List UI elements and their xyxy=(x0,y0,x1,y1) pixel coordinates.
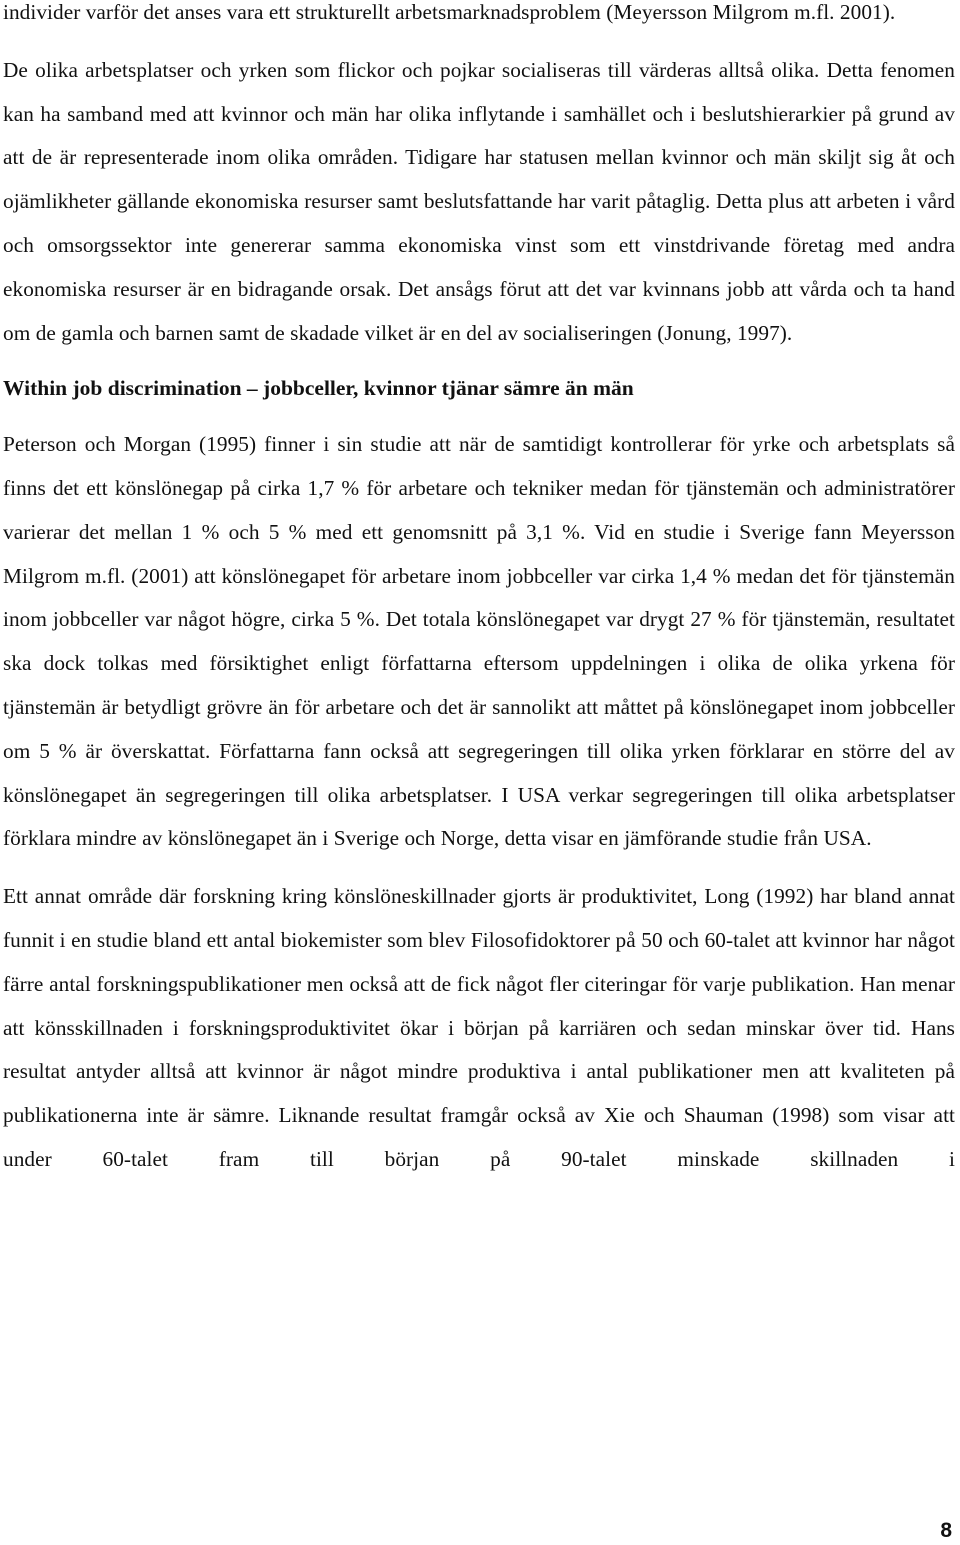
paragraph-spacer xyxy=(3,861,955,875)
paragraph-productivity: Ett annat område där forskning kring könslöneskillnader gjorts är produktivitet, Long (1992) har bland annat funnit i en studie bland ett antal biokemister som blev Filosofidoktorer på 50 och 60-talet att kvinnor har något färre antal forskningspublikationer men också att de fick något fler citeringar för varje publikation. Han menar att könsskillnaden i forskningsproduktivitet ökar i början på karriären och sedan minskar över tid. Hans resultat antyder alltså att kvinnor är något mindre produktiva i antal publikationer men att kvaliteten på publikationerna inte är sämre. Liknande resultat framgår också av Xie och Shauman (1998) som visar att under 60-talet fram till början på 90-talet minskade skillnaden i xyxy=(3,884,955,1171)
paragraph-continuation: individer varför det anses vara ett strukturellt arbetsmarknadsproblem (Meyersson Milgrom m.fl. 2001). xyxy=(3,0,896,24)
paragraph-job-cells: Peterson och Morgan (1995) finner i sin studie att när de samtidigt kontrollerar för yrke och arbetsplats så finns det ett könslönegap på cirka 1,7 % för arbetare och tekniker medan för tjänstemän och administratörer varierar det mellan 1 % och 5 % med ett genomsnitt på 3,1 %. Vid en studie i Sverige fann Meyersson Milgrom m.fl. (2001) att könslönegapet för arbetare inom jobbceller var cirka 1,4 % medan det för tjänstemän inom jobbceller var något högre, cirka 5 %. Det totala könslönegapet var drygt 27 % för tjänstemän, resultatet ska dock tolkas med försiktighet enligt författarna eftersom uppdelningen i olika de olika yrkena för tjänstemän är betydligt grövre än för arbetare och det är sannolikt att måttet på könslönegapet inom jobbceller om 5 % är överskattat. Författarna fann också att segregeringen till olika yrken förklarar en större del av könslönegapet än segregeringen till olika arbetsplatser. I USA verkar segregeringen till olika arbetsplatser förklara mindre av könslönegapet än i Sverige och Norge, detta visar en jämförande studie från USA. xyxy=(3,432,955,851)
paragraph-socialisation: De olika arbetsplatser och yrken som flickor och pojkar socialiseras till värderas alltså olika. Detta fenomen kan ha samband med att kvinnor och män har olika inflytande i samhället och i beslutshierarkier på grund av att de är representerade inom olika områden. Tidigare har statusen mellan kvinnor och män skiljt sig åt och ojämlikheter gällande ekonomiska resurser samt beslutsfattande har varit påtaglig. Detta plus att arbeten i vård och omsorgssektor inte genererar samma ekonomiska vinst som ett vinstdrivande företag med andra ekonomiska resurser är en bidragande orsak. Det ansågs förut att det var kvinnans jobb att vårda och ta hand om de gamla och barnen samt de skadade vilket är en del av socialiseringen (Jonung, 1997). xyxy=(3,57,955,345)
section-spacer xyxy=(3,411,955,423)
page-number: 8 xyxy=(940,1519,952,1542)
section-heading: Within job discrimination – jobbceller, kvinnor tjänar sämre än män xyxy=(3,376,634,401)
section-spacer xyxy=(3,355,955,367)
paragraph-spacer xyxy=(3,35,955,49)
document-body xyxy=(3,0,955,1182)
